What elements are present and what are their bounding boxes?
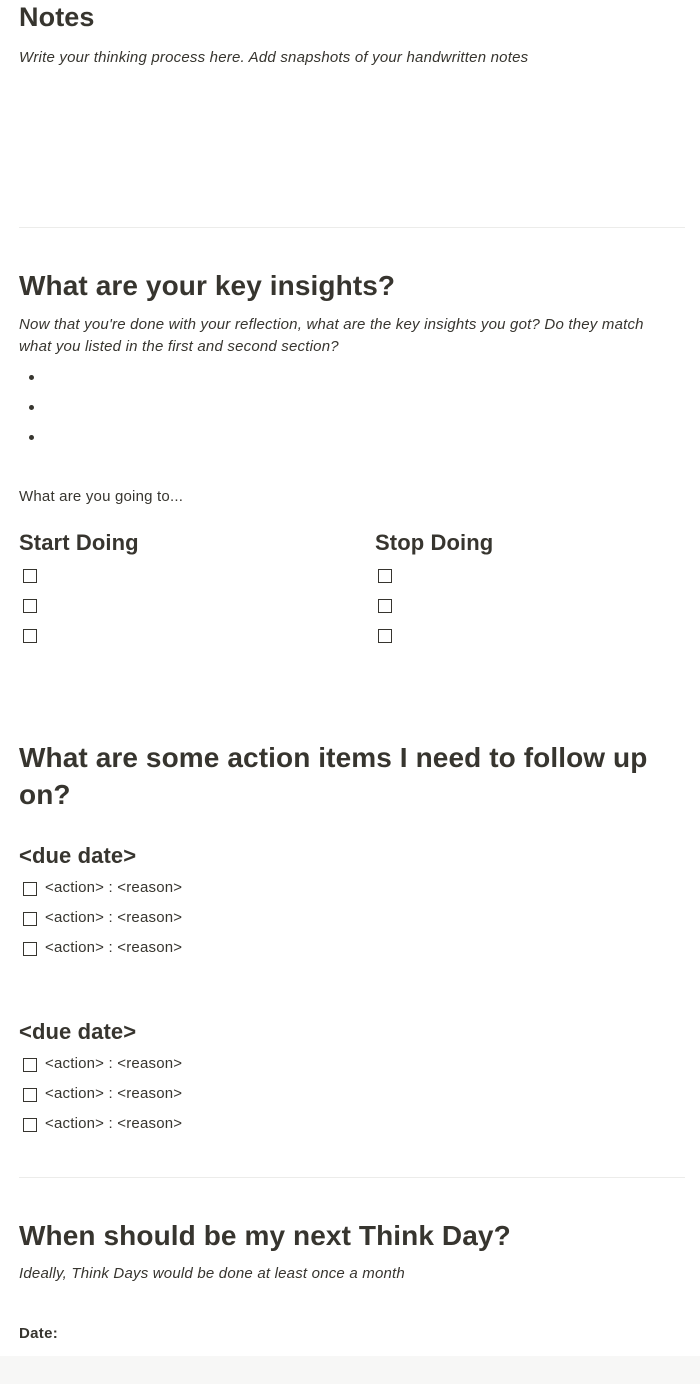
action-checkbox-2-1[interactable] (23, 1058, 37, 1072)
stop-doing-heading: Stop Doing (375, 530, 494, 555)
start-doing-checkbox-3[interactable] (23, 629, 37, 643)
due-date-heading-2: <due date> (19, 1019, 137, 1044)
start-doing-checkbox-2[interactable] (23, 599, 37, 613)
action-items-heading: What are some action items I need to follow up on? (19, 742, 648, 810)
stop-doing-checkbox-2[interactable] (378, 599, 392, 613)
section-divider (19, 227, 685, 228)
stop-doing-checkbox-1[interactable] (378, 569, 392, 583)
action-checkbox-2-2[interactable] (23, 1088, 37, 1102)
action-item-text[interactable]: <action> : <reason> (45, 1055, 183, 1072)
insights-description[interactable]: Now that you're done with your reflection, what are the key insights you got? Do they match what you listed in the first and second section? (19, 316, 644, 355)
insight-bullet-3[interactable] (29, 435, 34, 440)
insights-heading: What are your key insights? (19, 270, 396, 301)
action-checkbox-1-2[interactable] (23, 912, 37, 926)
next-think-day-description[interactable]: Ideally, Think Days would be done at least once a month (19, 1265, 405, 1282)
action-checkbox-2-3[interactable] (23, 1118, 37, 1132)
action-item-text[interactable]: <action> : <reason> (45, 909, 183, 926)
action-item-text[interactable]: <action> : <reason> (45, 879, 183, 896)
action-checkbox-1-3[interactable] (23, 942, 37, 956)
date-label[interactable]: Date: (19, 1325, 59, 1342)
start-doing-checkbox-1[interactable] (23, 569, 37, 583)
notes-description[interactable]: Write your thinking process here. Add snapshots of your handwritten notes (19, 49, 529, 66)
insight-bullet-2[interactable] (29, 405, 34, 410)
section-divider (19, 1177, 685, 1178)
action-item-text[interactable]: <action> : <reason> (45, 939, 183, 956)
action-checkbox-1-1[interactable] (23, 882, 37, 896)
action-item-text[interactable]: <action> : <reason> (45, 1115, 183, 1132)
start-doing-heading: Start Doing (19, 530, 139, 555)
notes-heading: Notes (19, 2, 95, 32)
insight-bullet-1[interactable] (29, 375, 34, 380)
going-to-prompt[interactable]: What are you going to... (19, 488, 184, 505)
action-item-text[interactable]: <action> : <reason> (45, 1085, 183, 1102)
due-date-heading-1: <due date> (19, 843, 137, 868)
page-bottom-strip (0, 1356, 700, 1384)
stop-doing-checkbox-3[interactable] (378, 629, 392, 643)
next-think-day-heading: When should be my next Think Day? (19, 1220, 511, 1251)
